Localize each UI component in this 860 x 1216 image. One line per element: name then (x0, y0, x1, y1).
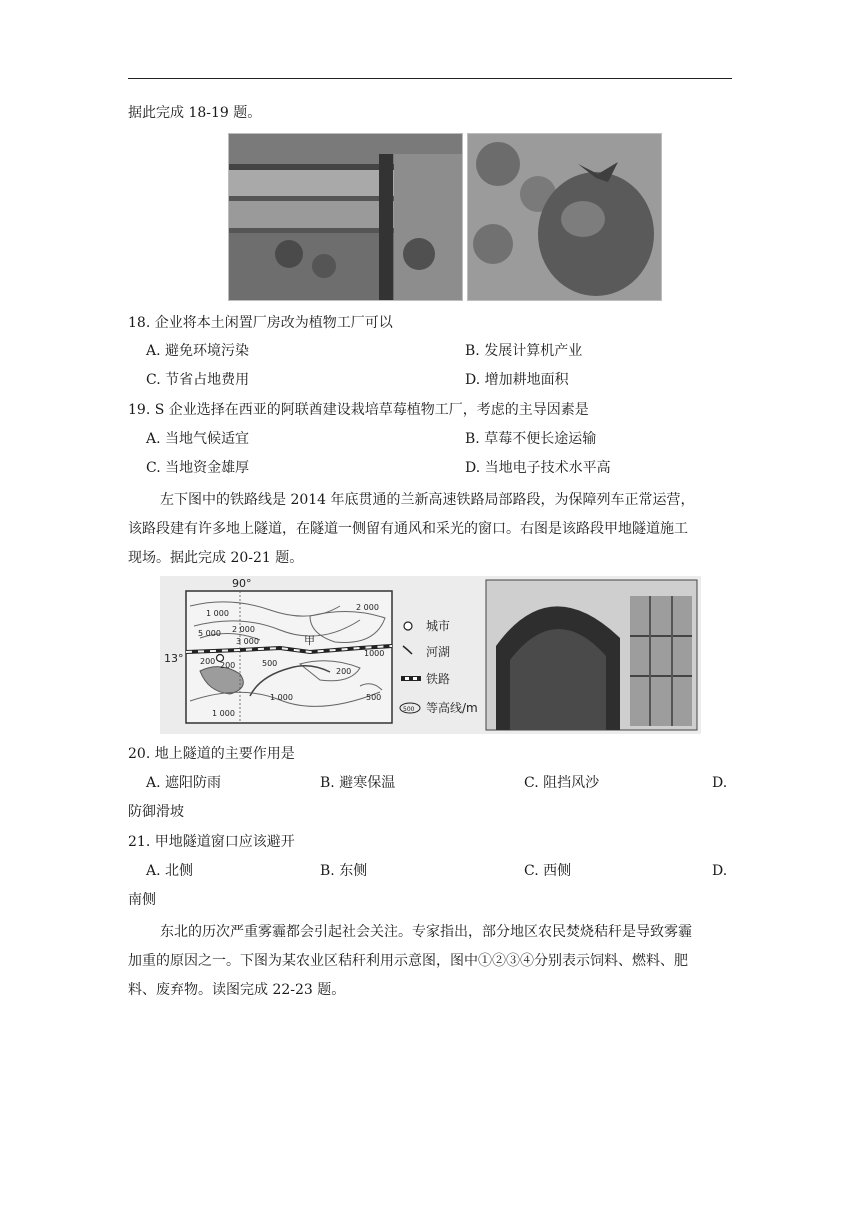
passage-20-21-line-2: 该路段建有许多地上隧道，在隧道一侧留有通风和采光的窗口。右图是该路段甲地隧道施工 (128, 521, 688, 537)
passage-20-21-line-1: 左下图中的铁路线是 2014 年底贯通的兰新高速铁路局部路段，为保障列车正常运营， (160, 492, 695, 508)
map-contour-4: 5 000 (198, 629, 221, 638)
strawberry-photo (467, 133, 662, 301)
map-contour-13: 200 (200, 657, 216, 666)
q19-stem: 19. S 企业选择在西亚的阿联酋建设栽培草莓植物工厂，考虑的主导因素是 (128, 402, 589, 418)
map-contour-7: 200 (220, 661, 236, 670)
header-rule (128, 78, 732, 79)
intro-18-19: 据此完成 18-19 题。 (128, 105, 262, 121)
q19-option-a[interactable]: A. 当地气候适宜 (146, 431, 250, 447)
map-lon-label: 90° (232, 577, 252, 590)
q21-option-c[interactable]: C. 西侧 (524, 863, 572, 879)
q20-option-d[interactable]: D. (712, 775, 728, 791)
map-contour-3: 3 000 (236, 637, 259, 646)
q21-option-d-text[interactable]: 南侧 (128, 892, 156, 908)
q20-option-a[interactable]: A. 遮阳防雨 (146, 775, 222, 791)
q18-option-d[interactable]: D. 增加耕地面积 (465, 372, 569, 388)
q18-option-b[interactable]: B. 发展计算机产业 (465, 343, 583, 359)
passage-20-21-line-3: 现场。据此完成 20-21 题。 (128, 550, 304, 566)
q21-option-b[interactable]: B. 东侧 (320, 863, 368, 879)
legend-river: 河湖 (426, 645, 451, 659)
q19-option-c[interactable]: C. 当地资金雄厚 (146, 460, 250, 476)
map-contour-1: 1 000 (206, 609, 229, 618)
map-contour-11: 500 (366, 693, 382, 702)
map-contour-12: 1 000 (212, 709, 235, 718)
map-contour-8: 500 (262, 659, 278, 668)
map-contour-5: 2 000 (356, 603, 379, 612)
legend-contour: 等高线/m (426, 701, 478, 715)
map-place-label: 甲 (304, 634, 315, 647)
legend-city: 城市 (426, 619, 451, 633)
railway-map-figure (160, 576, 701, 734)
legend-contour-value: 500 (403, 706, 415, 713)
q18-stem: 18. 企业将本土闲置厂房改为植物工厂可以 (128, 315, 393, 331)
q18-option-c[interactable]: C. 节省占地费用 (146, 372, 250, 388)
map-contour-9: 200 (336, 667, 352, 676)
q20-option-b[interactable]: B. 避寒保温 (320, 775, 396, 791)
q21-stem: 21. 甲地隧道窗口应该避开 (128, 834, 295, 850)
q21-option-a[interactable]: A. 北侧 (146, 863, 194, 879)
q21-option-d[interactable]: D. (712, 863, 728, 879)
map-contour-10: 1 000 (270, 693, 293, 702)
q20-stem: 20. 地上隧道的主要作用是 (128, 746, 295, 762)
passage-22-23-line-3: 料、废弃物。读图完成 22-23 题。 (128, 982, 346, 998)
q19-option-d[interactable]: D. 当地电子技术水平高 (465, 460, 611, 476)
q18-option-a[interactable]: A. 避免环境污染 (146, 343, 250, 359)
map-contour-2: 2 000 (232, 625, 255, 634)
q20-option-c[interactable]: C. 阻挡风沙 (524, 775, 600, 791)
map-lat-label: 13° (164, 652, 184, 665)
legend-railway: 铁路 (426, 672, 451, 686)
passage-22-23-line-1: 东北的历次严重雾霾都会引起社会关注。专家指出，部分地区农民焚烧秸秆是导致雾霾 (160, 924, 692, 940)
plant-factory-shelves-photo (228, 133, 463, 301)
q20-option-d-text[interactable]: 防御滑坡 (128, 804, 184, 820)
q19-option-b[interactable]: B. 草莓不便长途运输 (465, 431, 597, 447)
map-contour-6: 1000 (364, 649, 385, 658)
passage-22-23-line-2: 加重的原因之一。下图为某农业区秸秆利用示意图，图中①②③④分别表示饲料、燃料、肥 (128, 953, 688, 969)
